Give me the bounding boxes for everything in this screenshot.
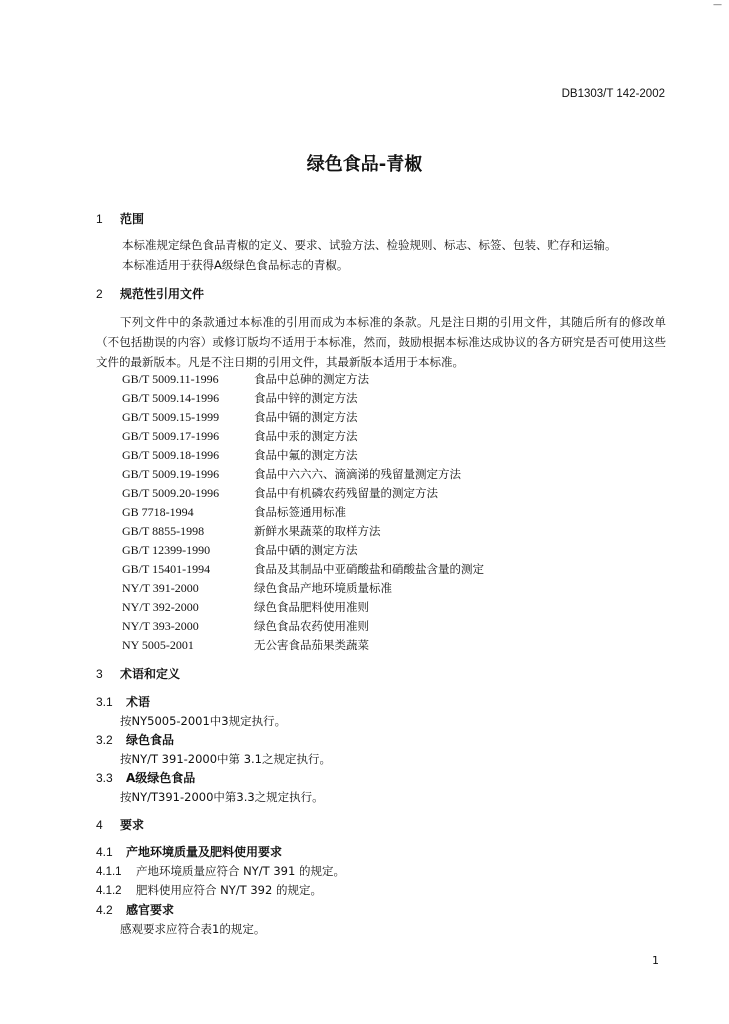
reference-title: 绿色食品产地环境质量标准 (254, 581, 392, 595)
corner-mark: — (713, 0, 723, 10)
doc-number: DB1303/T 142-2002 (561, 88, 665, 100)
section-3-1-heading (96, 693, 150, 710)
reference-item (122, 599, 369, 618)
reference-item (122, 561, 484, 580)
section-3-3-heading (96, 769, 195, 786)
section-4-1-heading (96, 843, 282, 860)
reference-code: GB/T 5009.11-1996 (122, 372, 219, 386)
green-food-text: 按NY/T 391-2000中第 3.1之规定执行。 (120, 752, 331, 766)
reference-code: GB/T 5009.19-1996 (122, 467, 220, 481)
section-number: 4.1.1 (96, 866, 122, 878)
reference-item (122, 618, 369, 637)
section-title: 范围 (120, 212, 145, 226)
section-title: 产地环境质量及肥料使用要求 (126, 845, 283, 859)
section-4-2-heading (96, 901, 174, 918)
reference-code: GB/T 5009.15-1999 (122, 410, 220, 424)
reference-title: 食品中锌的测定方法 (254, 391, 358, 405)
section-title: 术语 (126, 695, 151, 709)
section-title: 感官要求 (126, 903, 175, 917)
section-4-1-1 (96, 862, 345, 882)
reference-item (122, 504, 346, 523)
reference-item (122, 390, 358, 409)
reference-code: GB/T 5009.14-1996 (122, 391, 220, 405)
section-number: 3 (96, 667, 103, 681)
section-number: 4.1 (96, 845, 113, 859)
reference-title: 无公害食品茄果类蔬菜 (254, 638, 369, 652)
reference-title: 绿色食品肥料使用准则 (254, 600, 369, 614)
scope-line-2: 本标准适用于获得A级绿色食品标志的青椒。 (122, 258, 349, 272)
reference-item (122, 409, 358, 428)
reference-code: NY/T 393-2000 (122, 619, 199, 633)
scope-line-1: 本标准规定绿色食品青椒的定义、要求、试验方法、检验规则、标志、标签、包装、贮存和运输。 (122, 238, 617, 252)
reference-item (122, 371, 369, 390)
reference-item (122, 447, 358, 466)
section-number: 2 (96, 287, 103, 301)
term-text: 按NY5005-2001中3规定执行。 (120, 714, 287, 728)
reference-item (122, 466, 461, 485)
reference-item (122, 580, 392, 599)
reference-title: 食品中有机磷农药残留量的测定方法 (254, 486, 438, 500)
reference-item (122, 428, 358, 447)
section-number: 3.3 (96, 771, 113, 785)
a-grade-text: 按NY/T391-2000中第3.3之规定执行。 (120, 790, 324, 804)
reference-code: GB/T 15401-1994 (122, 562, 211, 576)
reference-title: 食品及其制品中亚硝酸盐和硝酸盐含量的测定 (254, 562, 484, 576)
reference-title: 新鲜水果蔬菜的取样方法 (254, 524, 381, 538)
reference-code: GB/T 5009.17-1996 (122, 429, 220, 443)
reference-title: 食品标签通用标准 (254, 505, 346, 519)
reference-code: GB/T 5009.18-1996 (122, 448, 220, 462)
section-title: 要求 (120, 818, 145, 832)
section-4-1-2 (96, 881, 322, 901)
page-number: 1 (652, 954, 659, 967)
reference-code: GB/T 12399-1990 (122, 543, 211, 557)
section-number: 4 (96, 818, 103, 832)
reference-title: 食品中氟的测定方法 (254, 448, 358, 462)
section-3-heading (96, 665, 180, 682)
section-4-heading (96, 816, 144, 833)
references-paragraph: 下列文件中的条款通过本标准的引用而成为本标准的条款。凡是注日期的引用文件，其随后所有的修改单（不包括勘误的内容）或修订版均不适用于本标准，然而，鼓励根据本标准达成协议的各方研究是否可使用这些文件的最新版本。凡是不注日期的引用文件，其最新版本适用于本标准。 (96, 315, 666, 369)
section-title: 绿色食品 (126, 733, 175, 747)
section-3-2-heading (96, 731, 174, 748)
reference-title: 食品中汞的测定方法 (254, 429, 358, 443)
reference-title: 食品中硒的测定方法 (254, 543, 358, 557)
reference-code: NY/T 392-2000 (122, 600, 199, 614)
section-1-heading (96, 210, 144, 227)
section-number: 4.2 (96, 903, 113, 917)
clause-text: 产地环境质量应符合 NY/T 391 的规定。 (136, 864, 345, 878)
reference-item (122, 542, 358, 561)
reference-item (122, 637, 369, 656)
clause-text: 肥料使用应符合 NY/T 392 的规定。 (136, 883, 322, 897)
reference-title: 绿色食品农药使用准则 (254, 619, 369, 633)
page-title: 绿色食品-青椒 (306, 154, 423, 175)
reference-title: 食品中六六六、滴滴涕的残留量测定方法 (254, 467, 461, 481)
reference-item (122, 523, 381, 542)
section-number: 4.1.2 (96, 885, 122, 897)
section-number: 3.2 (96, 733, 113, 747)
reference-code: GB/T 8855-1998 (122, 524, 205, 538)
section-title: A级绿色食品 (126, 771, 196, 785)
section-title: 术语和定义 (120, 667, 181, 681)
section-number: 1 (96, 212, 103, 226)
section-2-heading (96, 285, 204, 302)
reference-code: NY 5005-2001 (122, 638, 194, 652)
reference-code: GB/T 5009.20-1996 (122, 486, 220, 500)
sensory-text: 感观要求应符合表1的规定。 (120, 922, 266, 936)
reference-title: 食品中总砷的测定方法 (254, 372, 369, 386)
reference-item (122, 485, 438, 504)
section-number: 3.1 (96, 695, 113, 709)
reference-code: NY/T 391-2000 (122, 581, 199, 595)
section-title: 规范性引用文件 (120, 287, 205, 301)
reference-title: 食品中镉的测定方法 (254, 410, 358, 424)
reference-code: GB 7718-1994 (122, 505, 194, 519)
